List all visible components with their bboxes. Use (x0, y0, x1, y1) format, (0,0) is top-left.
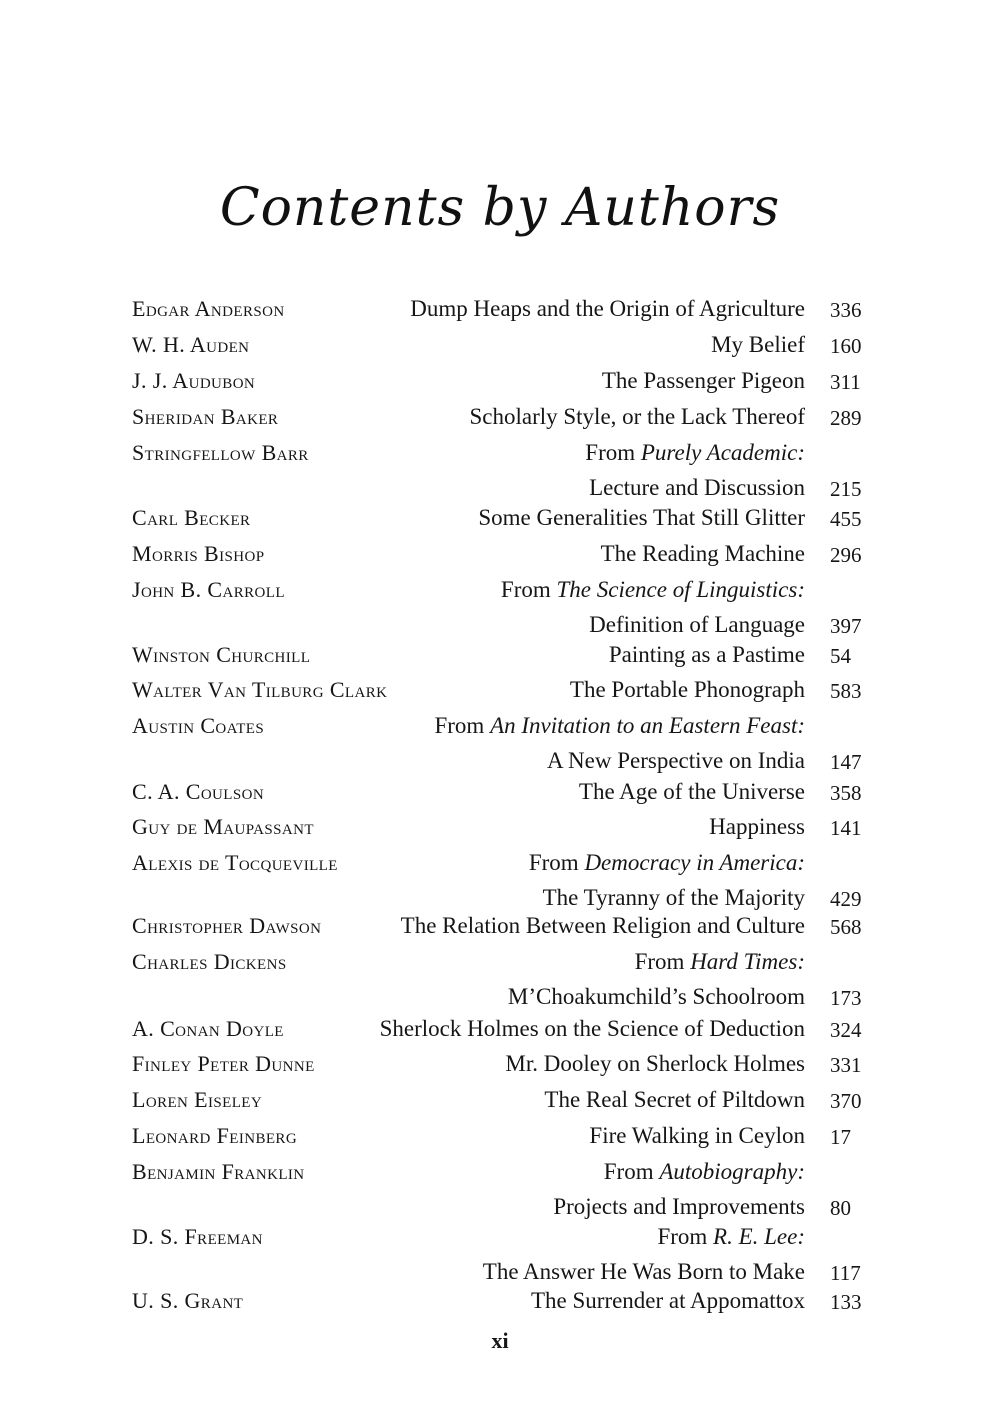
entry-source-line (657, 1224, 805, 1250)
entry-page-number: 289 (830, 406, 862, 430)
entry-source-line (529, 850, 805, 876)
entry-page-number: 173 (830, 986, 862, 1010)
entry-source-line (434, 713, 805, 739)
entry-title: Happiness (709, 814, 805, 839)
entry-title: Definition of Language (589, 612, 805, 637)
entry-page-number: 147 (830, 750, 862, 774)
entry-author: Finley Peter Dunne (132, 1051, 315, 1076)
entry-author: John B. Carroll (132, 577, 285, 602)
entry-title: The Tyranny of the Majority (542, 885, 805, 910)
entry-prefix: From (528, 850, 585, 875)
entry-author: C. A. Coulson (132, 779, 265, 804)
page-title: Contents by Authors (219, 178, 781, 238)
entry-source-line (585, 440, 805, 466)
entry-page-number: 133 (830, 1290, 862, 1314)
entry-prefix: From (603, 1159, 660, 1184)
entry-title: Sherlock Holmes on the Science of Deduction (379, 1016, 805, 1041)
entry-source-line (604, 1159, 805, 1185)
entry-page-number: 141 (830, 816, 862, 840)
entry-author: Walter Van Tilburg Clark (132, 677, 388, 702)
entry-author: D. S. Freeman (132, 1224, 263, 1249)
entry-title: Painting as a Pastime (608, 642, 805, 667)
entry-prefix: From (657, 1224, 714, 1249)
entry-page-number: 397 (830, 614, 862, 638)
entry-page-number: 160 (830, 334, 862, 358)
entry-title: The Age of the Universe (578, 779, 805, 804)
entry-author: Stringfellow Barr (132, 440, 309, 465)
entry-source-title: The Science of Linguistics: (556, 577, 805, 602)
entry-page-number: 583 (830, 679, 862, 703)
entry-prefix: From (500, 577, 557, 602)
entry-author: A. Conan Doyle (132, 1016, 284, 1041)
entry-title: The Answer He Was Born to Make (482, 1259, 805, 1284)
entry-author: Christopher Dawson (132, 913, 322, 938)
entry-author: Benjamin Franklin (132, 1159, 305, 1184)
entry-page-number: 429 (830, 887, 862, 911)
entry-title: Mr. Dooley on Sherlock Holmes (505, 1051, 805, 1076)
entry-prefix: From (634, 949, 691, 974)
entry-page-number: 117 (830, 1261, 861, 1285)
entry-page-number: 358 (830, 781, 862, 805)
entry-title: Scholarly Style, or the Lack Thereof (469, 404, 805, 429)
entry-page-number: 215 (830, 477, 862, 501)
entry-author: Leonard Feinberg (132, 1123, 298, 1148)
entry-title: Fire Walking in Ceylon (589, 1123, 805, 1148)
entry-author: Austin Coates (132, 713, 265, 738)
entry-author: Edgar Anderson (132, 296, 285, 321)
entry-source-line (501, 577, 805, 603)
entry-author: Alexis de Tocqueville (132, 850, 338, 875)
entry-title: The Reading Machine (600, 541, 805, 566)
entry-author: U. S. Grant (132, 1288, 244, 1313)
entry-page-number: 17 (830, 1125, 851, 1149)
entry-page-number: 336 (830, 298, 862, 322)
entry-title: A New Perspective on India (546, 748, 805, 773)
entry-page-number: 80 (830, 1196, 851, 1220)
entry-title: M’Choakumchild’s Schoolroom (507, 984, 805, 1009)
entry-author: Loren Eiseley (132, 1087, 263, 1112)
entry-title: My Belief (711, 332, 805, 357)
entry-page-number: 296 (830, 543, 862, 567)
entry-author: Winston Churchill (132, 642, 311, 667)
entry-title: Dump Heaps and the Origin of Agriculture (410, 296, 805, 321)
entry-title: Lecture and Discussion (589, 475, 805, 500)
entry-title: Some Generalities That Still Glitter (478, 505, 805, 530)
entry-title: Projects and Improvements (553, 1194, 805, 1219)
entry-title: The Relation Between Religion and Culture (400, 913, 805, 938)
entry-page-number: 370 (830, 1089, 862, 1113)
entry-author: Carl Becker (132, 505, 251, 530)
entry-author: Sheridan Baker (132, 404, 279, 429)
entry-page-number: 54 (830, 644, 851, 668)
entry-prefix: From (585, 440, 641, 465)
entry-source-title: Democracy in America: (584, 850, 805, 875)
entry-author: Guy de Maupassant (132, 814, 314, 839)
entry-author: W. H. Auden (132, 332, 250, 357)
entry-title: The Passenger Pigeon (601, 368, 805, 393)
entry-page-number: 568 (830, 915, 862, 939)
entry-author: Charles Dickens (132, 949, 287, 974)
entry-source-title: Autobiography: (659, 1159, 805, 1184)
entry-title: The Real Secret of Piltdown (544, 1087, 805, 1112)
entry-source-title: Purely Academic: (640, 440, 805, 465)
entry-page-number: 331 (830, 1053, 862, 1077)
page-number: xi (491, 1328, 509, 1353)
entry-source-line (635, 949, 805, 975)
entry-page-number: 324 (830, 1018, 862, 1042)
entry-page-number: 311 (830, 370, 861, 394)
entry-source-title: Hard Times: (690, 949, 805, 974)
entry-prefix: From (434, 713, 491, 738)
entry-author: Morris Bishop (132, 541, 265, 566)
entry-source-title: An Invitation to an Eastern Feast: (490, 713, 805, 738)
entry-author: J. J. Audubon (132, 368, 256, 393)
entry-title: The Surrender at Appomattox (530, 1288, 805, 1313)
entry-page-number: 455 (830, 507, 862, 531)
entry-source-title: R. E. Lee: (713, 1224, 805, 1249)
entry-title: The Portable Phonograph (569, 677, 805, 702)
